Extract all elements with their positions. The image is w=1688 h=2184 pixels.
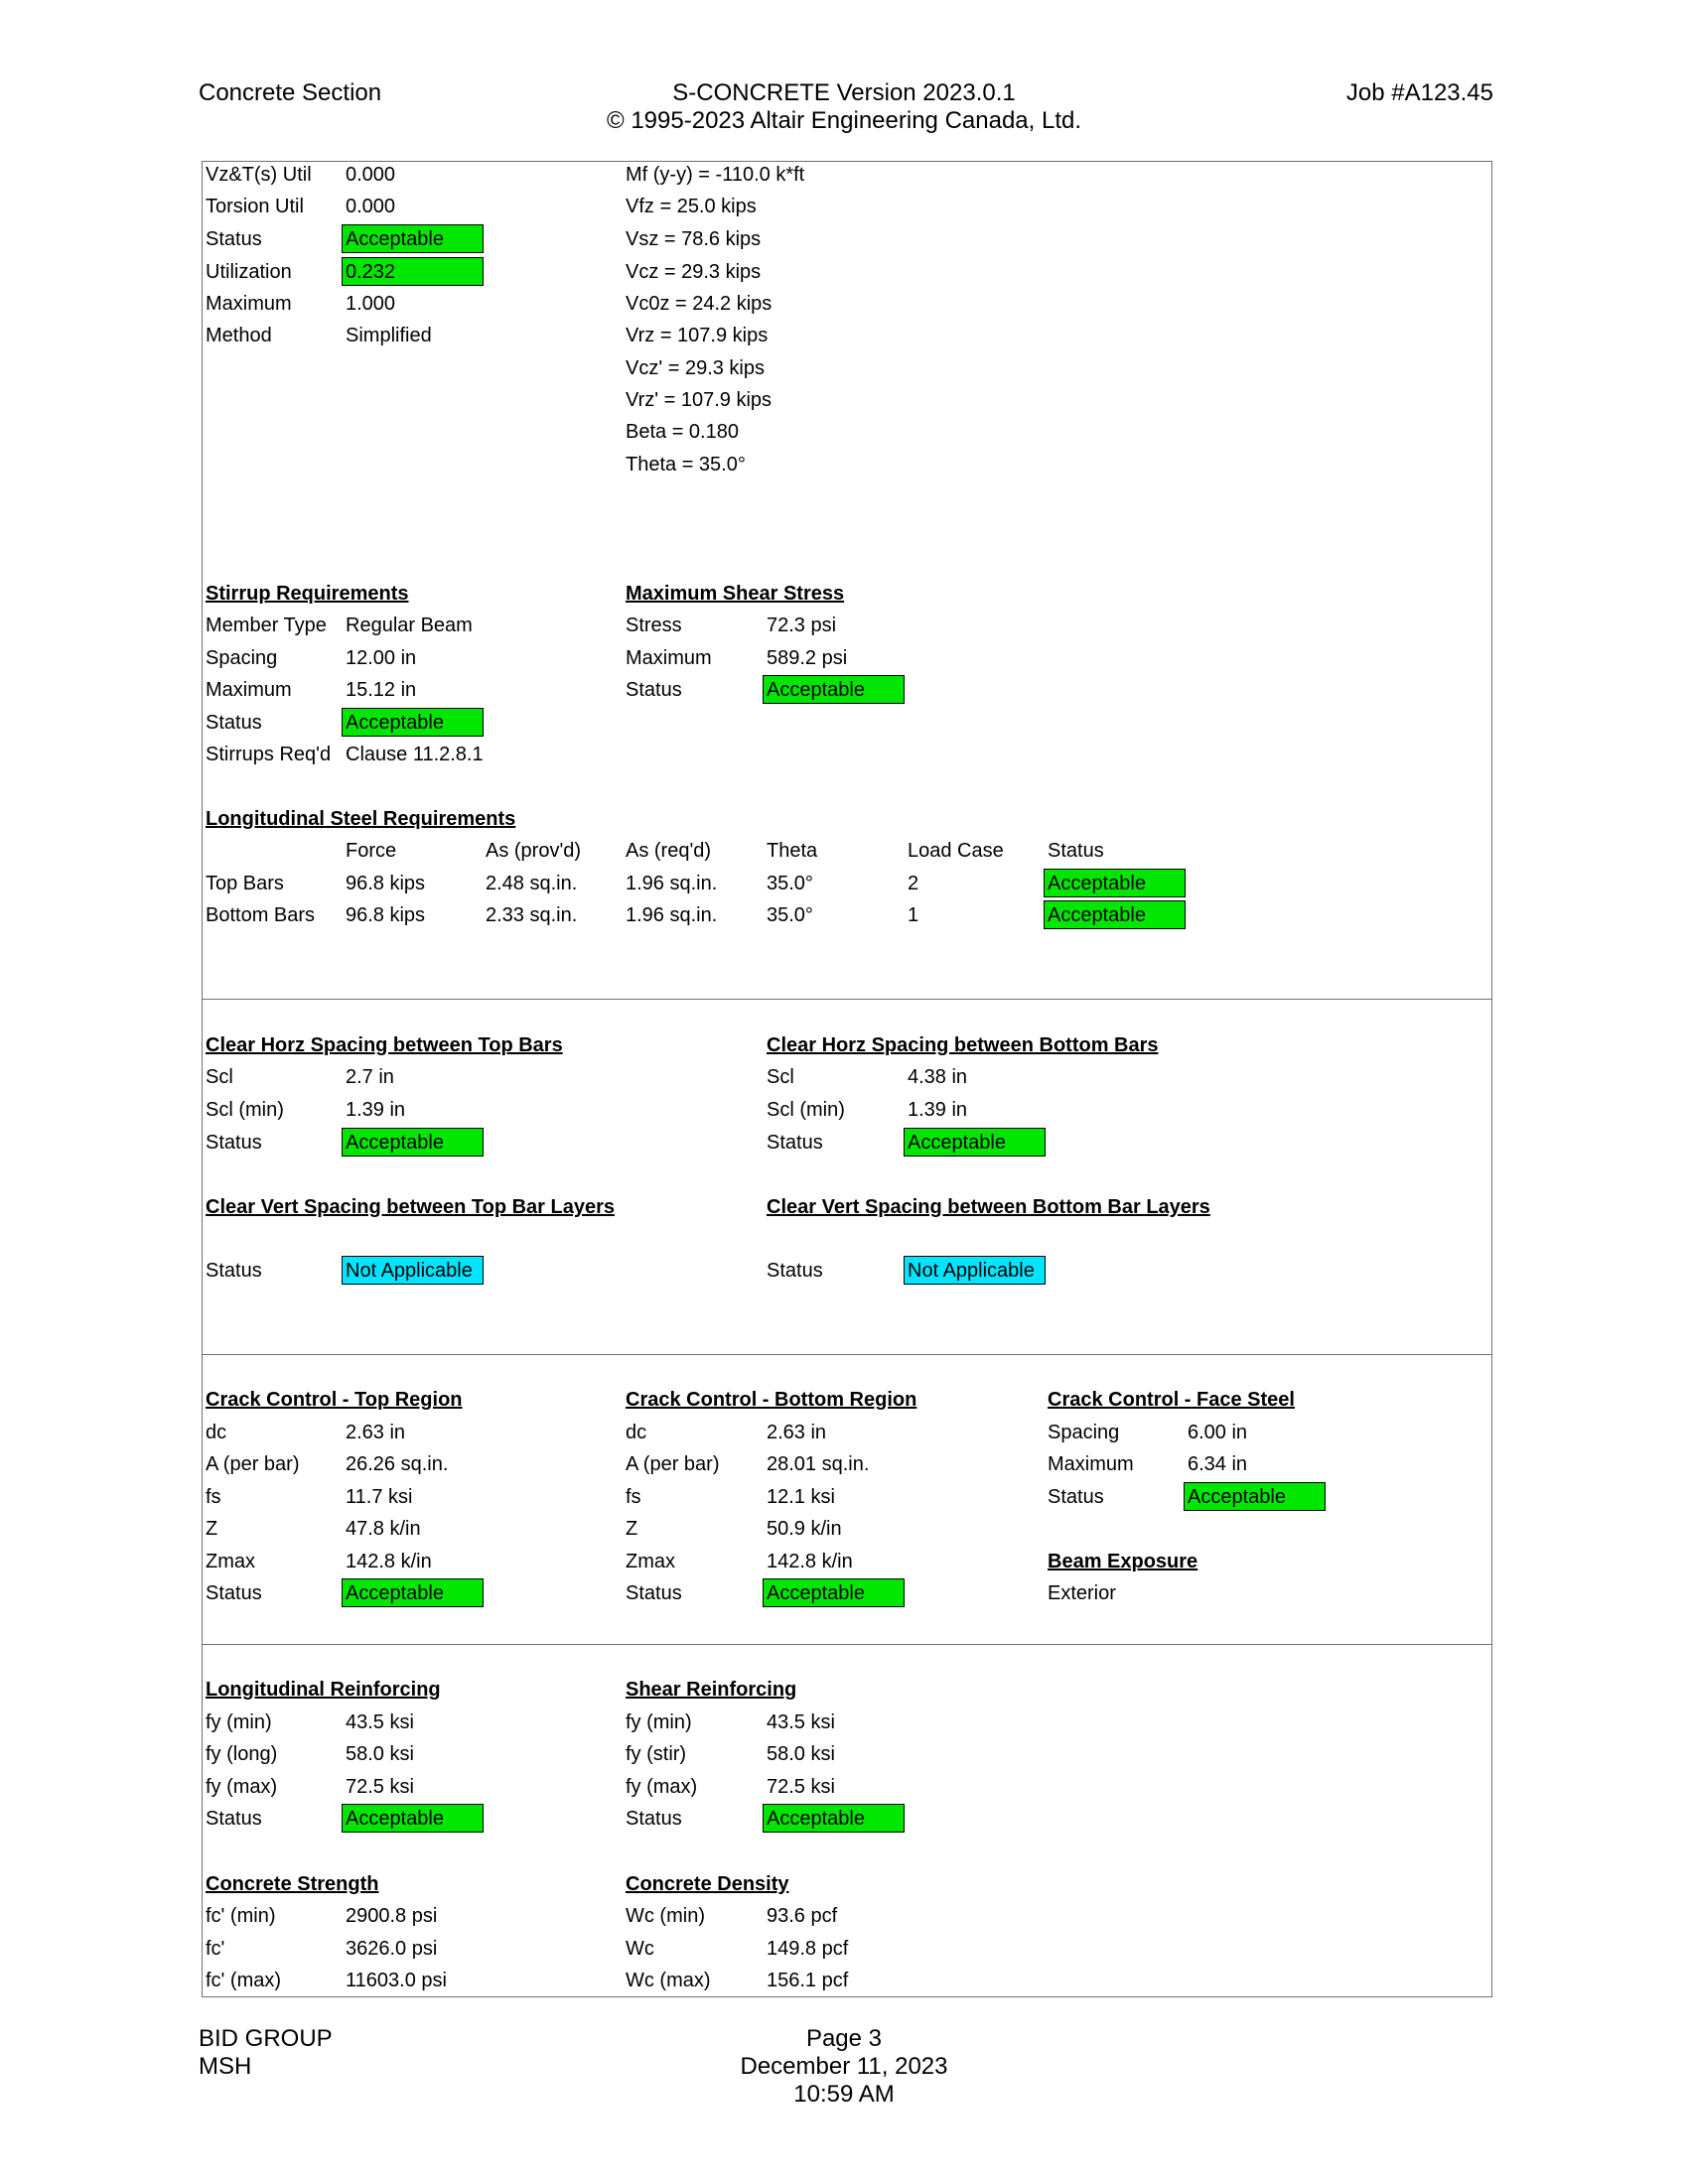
report-time: 10:59 AM xyxy=(793,2081,895,2108)
status-badge: Acceptable xyxy=(342,1804,484,1833)
section-heading: Beam Exposure xyxy=(1048,1551,1198,1572)
table-cell: 35.0° xyxy=(767,904,813,926)
row-label: Maximum xyxy=(206,293,292,315)
section-heading: Clear Vert Spacing between Top Bar Layers xyxy=(206,1196,615,1218)
row-label: Status xyxy=(626,679,682,701)
row-value: 15.12 in xyxy=(346,679,417,701)
row-label: fy (max) xyxy=(626,1776,698,1798)
row-label: Wc (min) xyxy=(626,1905,705,1927)
row-label: Member Type xyxy=(206,614,327,636)
row-value: 2.63 in xyxy=(346,1422,406,1443)
row-label: Status xyxy=(206,712,262,734)
row-value: 43.5 ksi xyxy=(346,1711,414,1733)
row-value: 0.000 xyxy=(346,196,396,217)
row-label: A (per bar) xyxy=(626,1453,720,1475)
row-value: 6.00 in xyxy=(1188,1422,1248,1443)
author-initials: MSH xyxy=(199,2053,252,2080)
report-date: December 11, 2023 xyxy=(740,2053,948,2080)
column-header: Force xyxy=(346,840,397,862)
row-label: fs xyxy=(206,1486,221,1508)
row-value: 43.5 ksi xyxy=(767,1711,835,1733)
row-label: Status xyxy=(1048,1486,1104,1508)
table-cell: 96.8 kips xyxy=(346,904,426,926)
result-line: Beta = 0.180 xyxy=(626,421,739,443)
column-header: Load Case xyxy=(908,840,1004,862)
table-cell: 1 xyxy=(908,904,919,926)
result-line: Vc0z = 24.2 kips xyxy=(626,293,773,315)
row-label: dc xyxy=(626,1422,647,1443)
row-label: Wc xyxy=(626,1938,654,1960)
row-label: Status xyxy=(767,1260,823,1282)
row-value: 11.7 ksi xyxy=(346,1486,413,1508)
section-heading: Crack Control - Face Steel xyxy=(1048,1389,1295,1411)
status-badge: Acceptable xyxy=(342,708,484,737)
software-version: S-CONCRETE Version 2023.0.1 xyxy=(672,79,1016,106)
row-label: Status xyxy=(206,1260,262,1282)
row-value: Regular Beam xyxy=(346,614,473,636)
row-value: 1.000 xyxy=(346,293,396,315)
row-label: fs xyxy=(626,1486,641,1508)
row-label: Utilization xyxy=(206,261,292,283)
section-heading: Clear Vert Spacing between Bottom Bar Layers xyxy=(767,1196,1210,1218)
row-value: 93.6 pcf xyxy=(767,1905,838,1927)
row-label: Z xyxy=(206,1518,218,1540)
section-heading: Clear Horz Spacing between Bottom Bars xyxy=(767,1034,1159,1056)
row-label: Spacing xyxy=(1048,1422,1120,1443)
row-value: 26.26 sq.in. xyxy=(346,1453,449,1475)
row-value: Simplified xyxy=(346,325,432,346)
row-value: 58.0 ksi xyxy=(346,1743,414,1765)
section-heading: Clear Horz Spacing between Top Bars xyxy=(206,1034,563,1056)
row-label: fc' (min) xyxy=(206,1905,276,1927)
exposure-value: Exterior xyxy=(1048,1582,1116,1604)
status-badge: Acceptable xyxy=(1044,869,1186,897)
status-badge: Not Applicable xyxy=(342,1256,484,1285)
column-header: Theta xyxy=(767,840,818,862)
status-badge: Not Applicable xyxy=(904,1256,1046,1285)
row-label: fy (min) xyxy=(206,1711,272,1733)
row-value: 50.9 k/in xyxy=(767,1518,842,1540)
row-value: 2900.8 psi xyxy=(346,1905,438,1927)
row-value: Clause 11.2.8.1 xyxy=(346,744,484,765)
job-number: Job #A123.45 xyxy=(1345,79,1493,106)
row-label: Scl (min) xyxy=(206,1099,284,1121)
section-heading: Crack Control - Bottom Region xyxy=(626,1389,917,1411)
section-heading: Stirrup Requirements xyxy=(206,583,409,605)
status-badge: Acceptable xyxy=(763,1804,905,1833)
row-value: 2.7 in xyxy=(346,1066,394,1088)
row-label: Maximum xyxy=(626,647,712,669)
row-value: 149.8 pcf xyxy=(767,1938,849,1960)
result-line: Vcz' = 29.3 kips xyxy=(626,357,765,379)
divider xyxy=(202,999,1492,1000)
status-badge: Acceptable xyxy=(1184,1482,1326,1511)
section-type-label: Concrete Section xyxy=(199,79,382,106)
row-label: Method xyxy=(206,325,272,346)
table-cell: 2.33 sq.in. xyxy=(486,904,578,926)
column-header: As (prov'd) xyxy=(486,840,582,862)
row-label: Scl (min) xyxy=(767,1099,845,1121)
row-value: 72.5 ksi xyxy=(346,1776,414,1798)
status-badge: Acceptable xyxy=(904,1128,1046,1157)
row-label: fy (stir) xyxy=(626,1743,687,1765)
row-value: 58.0 ksi xyxy=(767,1743,835,1765)
row-label: Status xyxy=(206,1132,262,1154)
row-label: Scl xyxy=(767,1066,794,1088)
row-label: Wc (max) xyxy=(626,1970,711,1991)
copyright: © 1995-2023 Altair Engineering Canada, Ltd. xyxy=(606,107,1082,134)
row-label: Status xyxy=(626,1582,682,1604)
table-cell: 2 xyxy=(908,873,919,894)
section-heading: Longitudinal Reinforcing xyxy=(206,1679,441,1701)
row-label: A (per bar) xyxy=(206,1453,300,1475)
row-value: 12.00 in xyxy=(346,647,417,669)
status-badge: Acceptable xyxy=(342,1128,484,1157)
row-label: Stress xyxy=(626,614,682,636)
result-line: Vrz = 107.9 kips xyxy=(626,325,769,346)
row-value: 6.34 in xyxy=(1188,1453,1248,1475)
row-value: 142.8 k/in xyxy=(346,1551,432,1572)
table-cell: 2.48 sq.in. xyxy=(486,873,578,894)
row-label: fc' (max) xyxy=(206,1970,282,1991)
divider xyxy=(202,1354,1492,1355)
result-line: Mf (y-y) = -110.0 k*ft xyxy=(626,164,805,186)
section-heading: Longitudinal Steel Requirements xyxy=(206,808,516,830)
divider xyxy=(202,1644,1492,1645)
utilization-badge: 0.232 xyxy=(342,257,484,286)
row-label: Zmax xyxy=(626,1551,675,1572)
status-badge: Acceptable xyxy=(1044,900,1186,929)
row-label: Stirrups Req'd xyxy=(206,744,332,765)
row-label: Scl xyxy=(206,1066,233,1088)
row-value: 11603.0 psi xyxy=(346,1970,447,1991)
status-badge: Acceptable xyxy=(763,675,905,704)
table-cell: 1.96 sq.in. xyxy=(626,904,718,926)
column-header: As (req'd) xyxy=(626,840,712,862)
row-value: 47.8 k/in xyxy=(346,1518,421,1540)
result-line: Vcz = 29.3 kips xyxy=(626,261,762,283)
section-heading: Concrete Density xyxy=(626,1873,789,1895)
row-label: Status xyxy=(767,1132,823,1154)
row-value: 1.39 in xyxy=(346,1099,406,1121)
row-value: 2.63 in xyxy=(767,1422,827,1443)
row-value: 72.3 psi xyxy=(767,614,837,636)
column-header: Status xyxy=(1048,840,1104,862)
status-badge: Acceptable xyxy=(342,224,484,253)
row-label: Status xyxy=(626,1808,682,1830)
section-heading: Crack Control - Top Region xyxy=(206,1389,463,1411)
row-label: Torsion Util xyxy=(206,196,304,217)
row-value: 3626.0 psi xyxy=(346,1938,438,1960)
row-label: fy (min) xyxy=(626,1711,692,1733)
row-label: Top Bars xyxy=(206,873,284,894)
row-value: 142.8 k/in xyxy=(767,1551,853,1572)
result-line: Vrz' = 107.9 kips xyxy=(626,389,773,411)
status-badge: Acceptable xyxy=(342,1578,484,1607)
row-value: 28.01 sq.in. xyxy=(767,1453,870,1475)
company-name: BID GROUP xyxy=(199,2025,333,2052)
row-value: 156.1 pcf xyxy=(767,1970,849,1991)
row-value: 4.38 in xyxy=(908,1066,968,1088)
section-heading: Shear Reinforcing xyxy=(626,1679,797,1701)
page-number: Page 3 xyxy=(805,2025,883,2052)
table-cell: 96.8 kips xyxy=(346,873,426,894)
section-heading: Maximum Shear Stress xyxy=(626,583,845,605)
row-label: dc xyxy=(206,1422,227,1443)
row-label: Maximum xyxy=(1048,1453,1134,1475)
row-value: 72.5 ksi xyxy=(767,1776,835,1798)
row-label: Status xyxy=(206,1808,262,1830)
result-line: Vfz = 25.0 kips xyxy=(626,196,757,217)
status-badge: Acceptable xyxy=(763,1578,905,1607)
row-label: fy (long) xyxy=(206,1743,278,1765)
row-label: Maximum xyxy=(206,679,292,701)
row-value: 589.2 psi xyxy=(767,647,848,669)
section-heading: Concrete Strength xyxy=(206,1873,379,1895)
result-line: Theta = 35.0° xyxy=(626,454,746,476)
row-label: fc' xyxy=(206,1938,225,1960)
result-line: Vsz = 78.6 kips xyxy=(626,228,762,250)
row-value: 1.39 in xyxy=(908,1099,968,1121)
table-cell: 35.0° xyxy=(767,873,813,894)
row-label: Status xyxy=(206,228,262,250)
table-cell: 1.96 sq.in. xyxy=(626,873,718,894)
row-label: Z xyxy=(626,1518,638,1540)
row-label: Status xyxy=(206,1582,262,1604)
row-label: Vz&T(s) Util xyxy=(206,164,312,186)
row-label: Zmax xyxy=(206,1551,255,1572)
row-label: Spacing xyxy=(206,647,278,669)
row-label: Bottom Bars xyxy=(206,904,316,926)
row-value: 0.000 xyxy=(346,164,396,186)
row-label: fy (max) xyxy=(206,1776,278,1798)
row-value: 12.1 ksi xyxy=(767,1486,835,1508)
